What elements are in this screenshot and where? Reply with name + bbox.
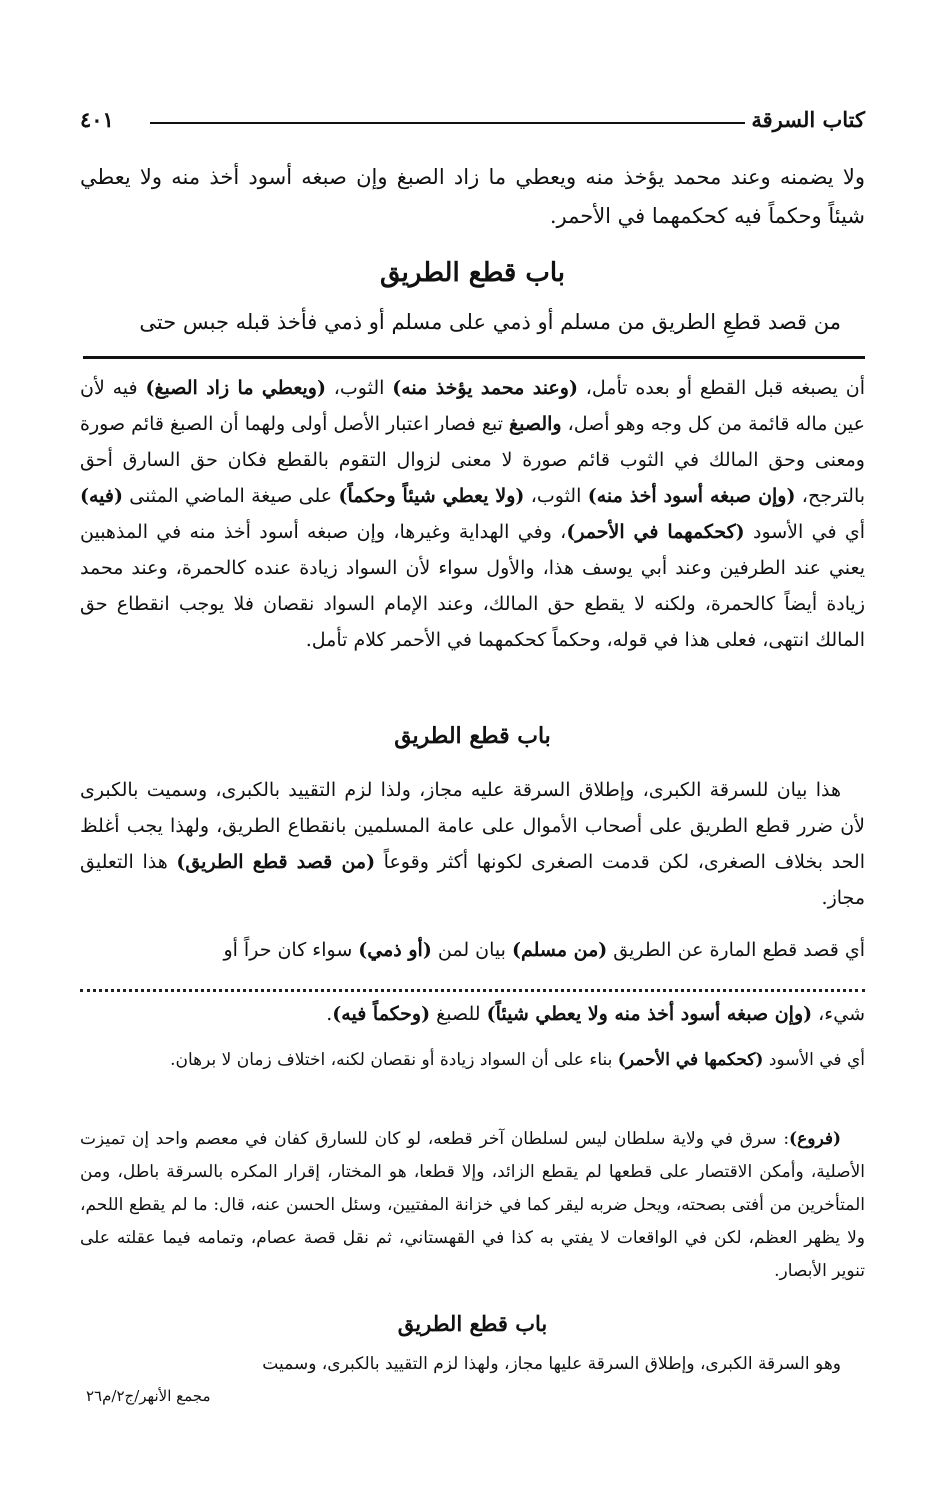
header-rule (150, 122, 745, 124)
sharh-quote: (فيه) (80, 485, 123, 507)
sharh-quote: (وعند محمد يؤخذ منه) (392, 377, 578, 399)
sharh2-section-heading: باب قطع الطريق (394, 723, 551, 749)
sharh-text: ، وفي الهداية وغيرها، وإن صبغه أسود أخذ منه في المذهبين يعني عند الطرفين وعند أبي يوسف هذا، والأول سواء لأن السواد زيادة عنده كالحمرة، وعند محمد زيادة أيضاً كالحمرة، ولكنه لا يقطع حق المالك، وعند الإمام السواد نقصان فلا يوجب انقطاع حق المالك انتهى، فعلى هذا في قوله، وحكماً كحكمهما في الأحمر كلام تأمل. (80, 521, 865, 651)
sharh2-paragraph-1 (80, 772, 865, 916)
sharh-quote: والصبغ (509, 413, 562, 435)
hashiya-quote: (فروع) (789, 1129, 841, 1149)
sharh-paragraph (80, 370, 865, 658)
hashiya-text: : سرق في ولاية سلطان ليس لسلطان آخر قطعه، لو كان للسارق كفان في معصم واحد إن تميزت الأصلية، وأمكن الاقتصار على قطعها لم يقطع الزائد، وإلا قطعا، هو المختار، إقرار المكره بالسرقة باطل، ومن المتأخرين من أفتى بصحته، ويحل ضربه ليقر كما في خزانة المفتيين، وسئل الحسن عنه، قال: ما لم يقطع اللحم، ولا يظهر العظم، لكن في الواقعات لا يفتي به كذا في القهستاني، ثم نقل قصة عصام، وتمامه فيما عقلته على تنوير الأبصار. (80, 1129, 865, 1281)
sharh-text: تبع فصار اعتبار الأصل أولى ولهما أن الصبغ قائم صورة ومعنى وحق المالك في الثوب قائم صورة لا معنى لزوال التقوم بالقطع فكان حق السارق أحق بالترجح، (80, 413, 866, 507)
hashiya-text: أي في الأسود (763, 1050, 865, 1070)
hashiya-paragraph-4: وهو السرقة الكبرى، وإطلاق السرقة عليها مجاز، ولهذا لزم التقييد بالكبرى، وسميت (262, 1354, 841, 1374)
sharh2-text: هذا التعليق مجاز. (80, 851, 865, 909)
page-number: ٤٠١ (80, 107, 114, 132)
hashiya-quote: (كحكمها في الأحمر) (617, 1050, 764, 1070)
hashiya-quote: (وحكماً فيه) (332, 1003, 431, 1025)
matn-sharh-separator (83, 356, 865, 359)
sharh-text: أن يصبغه قبل القطع أو بعده تأمل، (577, 377, 865, 399)
sharh-quote: (ويعطي ما زاد الصبغ) (145, 377, 326, 399)
running-header (80, 98, 865, 132)
matn-paragraph: من قصد قطعِ الطريق من مسلم أو ذمي على مسلم أو ذمي فأخذ قبله جبس حتى (139, 310, 841, 334)
sharh2-text: أي قصد قطع المارة عن الطريق (607, 939, 865, 961)
hashiya-text: بناء على أن السواد زيادة أو نقصان لكنه، اختلاف زمان لا برهان. (170, 1050, 618, 1070)
sharh2-text: سواء كان حراً أو (223, 939, 359, 961)
matn-section-heading: باب قطع الطريق (379, 258, 566, 288)
sharh-quote: (وإن صبغه أسود أخذ منه) (587, 485, 796, 507)
hashiya-separator (80, 989, 865, 992)
sharh-text: فيه لأن عين ماله قائمة من كل وجه وهو أصل، (80, 377, 865, 435)
chapter-title: كتاب السرقة (751, 107, 865, 132)
sharh2-quote: (من مسلم) (511, 939, 608, 961)
hashiya-text: . (326, 1003, 333, 1025)
sharh-text: أي في الأسود (744, 521, 866, 543)
sharh-text: الثوب، (325, 377, 393, 399)
hashiya-section-heading: باب قطع الطريق (397, 1311, 548, 1336)
matn-intro: ولا يضمنه وعند محمد يؤخذ منه ويعطي ما زاد الصبغ وإن صبغه أسود أخذ منه ولا يعطي شيئاً وحكماً فيه كحكمهما في الأحمر. (80, 165, 865, 228)
sharh2-paragraph-2 (80, 932, 865, 968)
sharh-text: الثوب، (524, 485, 588, 507)
hashiya-text: شيء، (812, 1003, 865, 1025)
hashiya-quote: (وإن صبغه أسود أخذ منه ولا يعطي شيئاً) (486, 1003, 813, 1025)
signature-mark: مجمع الأنهر/ج٢/م٢٦ (86, 1387, 211, 1405)
sharh-text: على صيغة الماضي المثنى (122, 485, 339, 507)
sharh2-quote: (من قصد قطع الطريق) (176, 851, 376, 873)
sharh-quote: (كحكمهما في الأحمر) (566, 521, 745, 543)
sharh2-quote: (أو ذمي) (358, 939, 432, 961)
sharh2-text: بيان لمن (431, 939, 512, 961)
hashiya-text: للصبغ (430, 1003, 487, 1025)
sharh2-text: هذا بيان للسرقة الكبرى، وإطلاق السرقة عليه مجاز، ولذا لزم التقييد بالكبرى، وسميت بالكبرى لأن ضرر قطع الطريق على أصحاب الأموال على عامة المسلمين بانقطاع الطريق، ولهذا يجب أغلظ الحد بخلاف الصغرى، لكن قدمت الصغرى لكونها أكثر وقوعاً (80, 779, 865, 873)
hashiya-paragraph-2 (80, 1044, 865, 1077)
hashiya-paragraph-3 (80, 1123, 865, 1288)
hashiya-paragraph-1 (80, 996, 865, 1032)
sharh-quote: (ولا يعطي شيئاً وحكماً) (338, 485, 525, 507)
